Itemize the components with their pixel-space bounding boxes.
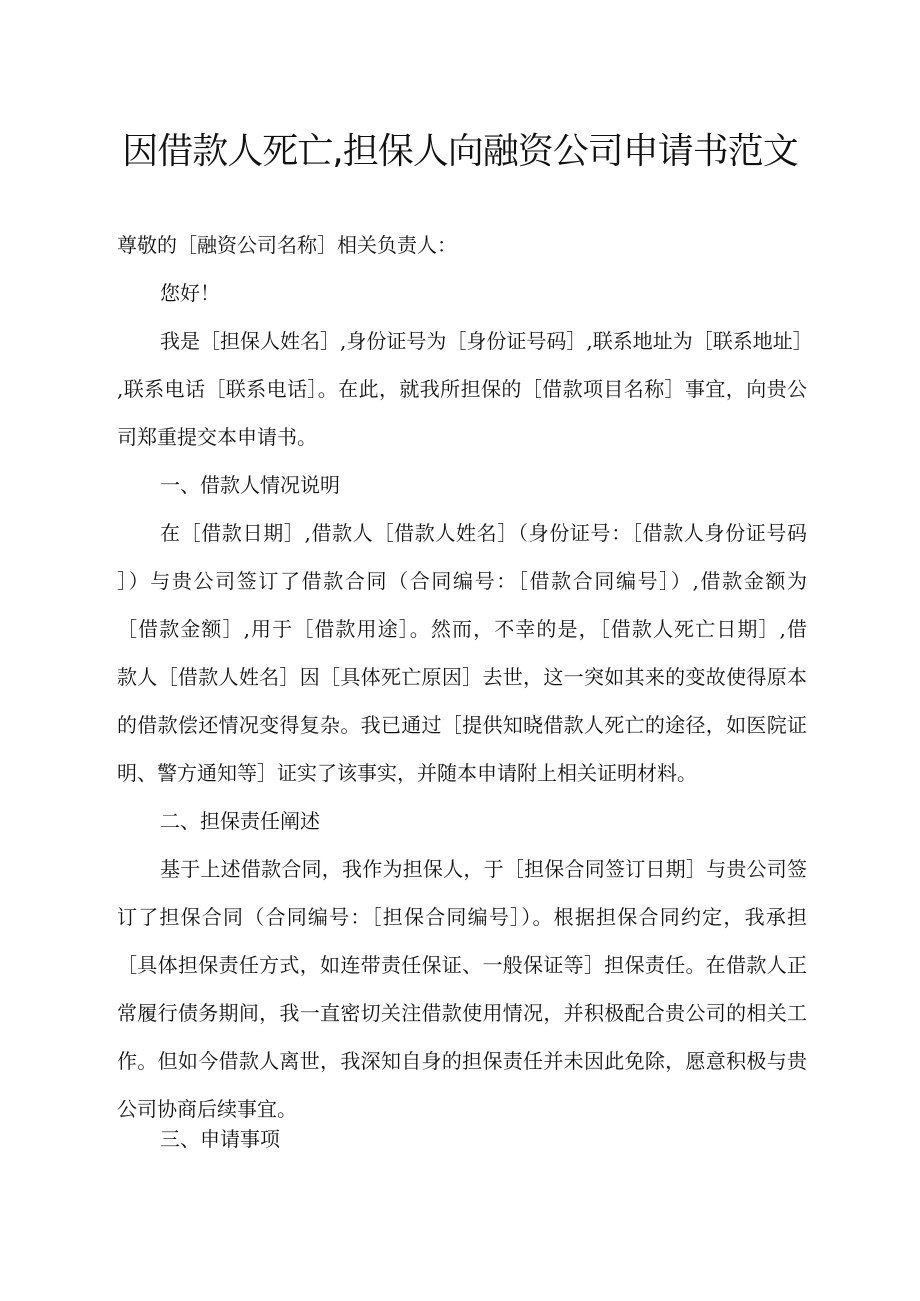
paragraph-line: 公司协商后续事宜。 bbox=[117, 1097, 297, 1121]
paragraph-line: 基于上述借款合同，我作为担保人，于［担保合同签订日期］与贵公司签 bbox=[160, 857, 807, 881]
salutation: 尊敬的［融资公司名称］相关负责人： bbox=[117, 233, 457, 257]
paragraph-line: 我是［担保人姓名］,身份证号为［身份证号码］,联系地址为［联系地址］ bbox=[160, 329, 813, 353]
paragraph-line: ,联系电话［联系电话］。在此，就我所担保的［借款项目名称］事宜，向贵公 bbox=[117, 377, 807, 401]
section-heading-2: 二、担保责任阐述 bbox=[160, 809, 320, 833]
paragraph-line: 订了担保合同（合同编号：［担保合同编号］）。根据担保合同约定，我承担 bbox=[117, 905, 807, 929]
paragraph-line: ］）与贵公司签订了借款合同（合同编号：［借款合同编号］）,借款金额为 bbox=[117, 569, 807, 593]
paragraph-line: 款人［借款人姓名］因［具体死亡原因］去世，这一突如其来的变故使得原本 bbox=[117, 665, 807, 689]
paragraph-line: 常履行债务期间，我一直密切关注借款使用情况，并积极配合贵公司的相关工 bbox=[117, 1001, 807, 1025]
paragraph-line: 作。但如今借款人离世，我深知自身的担保责任并未因此免除，愿意积极与贵 bbox=[117, 1049, 807, 1073]
document-title: 因借款人死亡,担保人向融资公司申请书范文 bbox=[122, 131, 798, 172]
paragraph-line: 司郑重提交本申请书。 bbox=[117, 425, 317, 449]
paragraph-line: 在［借款日期］,借款人［借款人姓名］（身份证号：［借款人身份证号码 bbox=[160, 521, 807, 545]
section-heading-3: 三、申请事项 bbox=[160, 1127, 280, 1151]
paragraph-line: 的借款偿还情况变得复杂。我已通过［提供知晓借款人死亡的途径，如医院证 bbox=[117, 713, 807, 737]
paragraph-line: ［借款金额］,用于［借款用途］。然而，不幸的是，［借款人死亡日期］,借 bbox=[117, 617, 807, 641]
section-heading-1: 一、借款人情况说明 bbox=[160, 473, 340, 497]
greeting: 您好！ bbox=[160, 281, 220, 305]
paragraph-line: ［具体担保责任方式，如连带责任保证、一般保证等］担保责任。在借款人正 bbox=[117, 953, 807, 977]
paragraph-line: 明、警方通知等］证实了该事实，并随本申请附上相关证明材料。 bbox=[117, 761, 697, 785]
